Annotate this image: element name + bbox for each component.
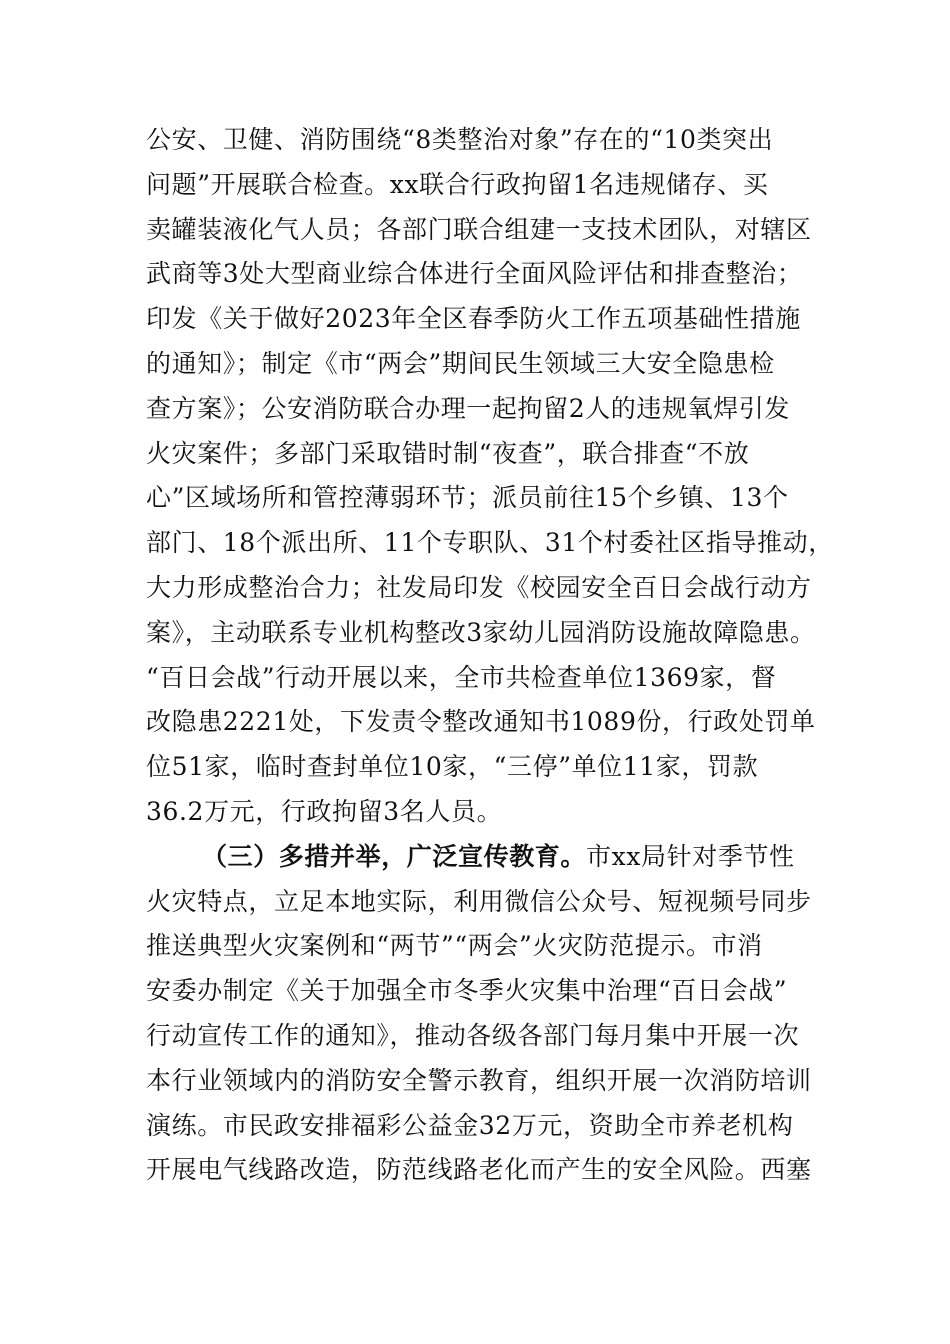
paragraph-line: 本行业领域内的消防安全警示教育，组织开展一次消防培训 — [146, 1065, 812, 1095]
paragraph-line: 推送典型火灾案例和“两节”“两会”火灾防范提示。市消 — [146, 931, 763, 961]
paragraph-line: 武商等3处大型商业综合体进行全面风险评估和排查整治； — [146, 259, 803, 289]
document-body — [146, 118, 834, 1193]
paragraph-line: 位51家，临时查封单位10家，“三停”单位11家，罚款 — [146, 752, 759, 782]
paragraph-line: 演练。市民政安排福彩公益金32万元，资助全市养老机构 — [146, 1110, 794, 1140]
paragraph-line: 行动宣传工作的通知》，推动各级各部门每月集中开展一次 — [146, 1020, 800, 1050]
paragraph-line: 火灾案件；多部门采取错时制“夜查”，联合排查“不放 — [146, 438, 750, 468]
paragraph-line-rest: 市xx局针对季节性 — [586, 841, 795, 871]
paragraph-line: 火灾特点，立足本地实际，利用微信公众号、短视频号同步 — [146, 886, 812, 916]
section-heading-line — [146, 835, 811, 880]
paragraph-line: 案》，主动联系专业机构整改3家幼儿园消防设施故障隐患。 — [146, 617, 816, 647]
paragraph-line: 查方案》；公安消防联合办理一起拘留2人的违规氧焊引发 — [146, 393, 791, 423]
paragraph-line: 心”区域场所和管控薄弱环节；派员前往15个乡镇、13个 — [146, 483, 789, 513]
paragraph-line: 开展电气线路改造，防范线路老化而产生的安全风险。西塞 — [146, 1155, 812, 1185]
paragraph-line: 改隐患2221处，下发责令整改通知书1089份，行政处罚单 — [146, 707, 816, 737]
paragraph-line: 卖罐装液化气人员；各部门联合组建一支技术团队，对辖区 — [146, 214, 812, 244]
paragraph-line: 问题”开展联合检查。xx联合行政拘留1名违规储存、买 — [146, 169, 769, 199]
paragraph-line: 36.2万元，行政拘留3名人员。 — [146, 796, 503, 826]
paragraph-line: 安委办制定《关于加强全市冬季火灾集中治理“百日会战” — [146, 976, 788, 1006]
section-heading: （三）多措并举，广泛宣传教育。 — [202, 841, 587, 871]
paragraph-line: 的通知》；制定《市“两会”期间民生领域三大安全隐患检 — [146, 348, 775, 378]
paragraph-line: 公安、卫健、消防围绕“8类整治对象”存在的“10类突出 — [146, 125, 774, 154]
paragraph-line: 部门、18个派出所、11个专职队、31个村委社区指导推动， — [146, 528, 834, 558]
paragraph-line: 大力形成整治合力；社发局印发《校园安全百日会战行动方 — [146, 572, 812, 602]
paragraph-line: 印发《关于做好2023年全区春季防火工作五项基础性措施 — [146, 304, 801, 334]
paragraph-line: “百日会战”行动开展以来，全市共检查单位1369家，督 — [146, 662, 777, 692]
